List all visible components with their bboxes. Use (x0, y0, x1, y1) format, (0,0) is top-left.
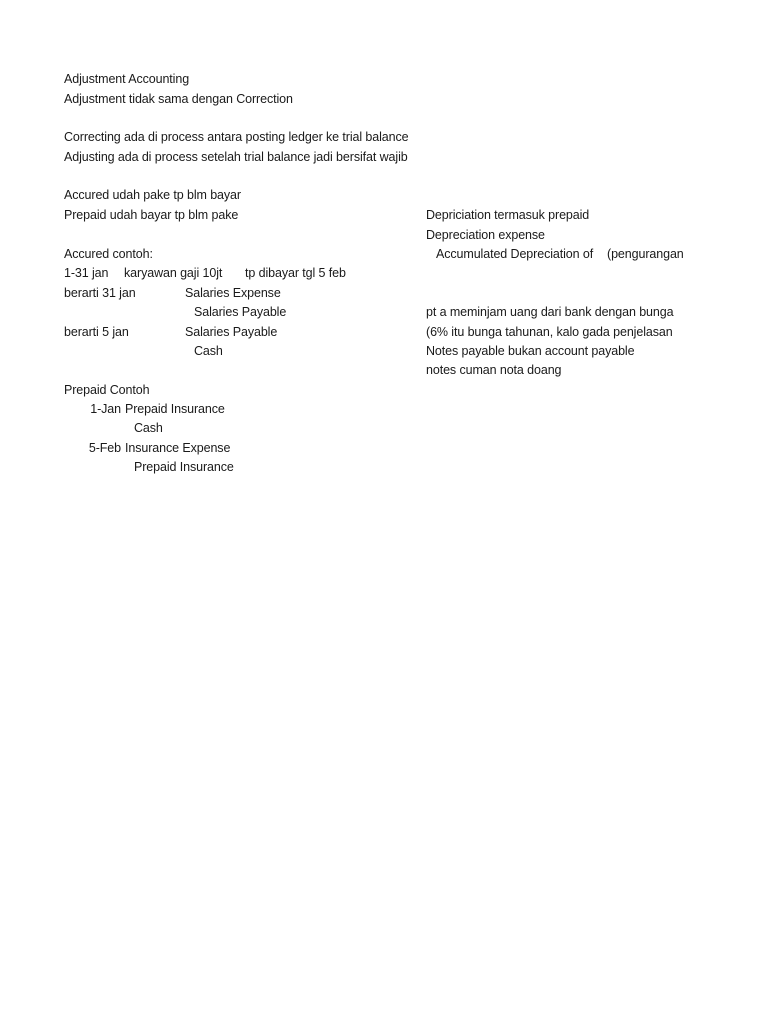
correcting-note: Correcting ada di process antara posting ledger ke trial balance (64, 130, 409, 144)
prepaid-example-heading: Prepaid Contoh (64, 383, 150, 397)
accured-row1-period: 1-31 jan (64, 266, 109, 280)
accured-row3-credit: Salaries Payable (194, 305, 287, 319)
prepaid-row3-debit: Insurance Expense (125, 441, 231, 455)
prepaid-row2-credit: Cash (134, 421, 163, 435)
notes-payable-note: Notes payable bukan account payable (426, 344, 635, 358)
prepaid-row1-date: 1-Jan (90, 402, 121, 416)
prepaid-row4-credit: Prepaid Insurance (134, 460, 234, 474)
accured-row2-date: berarti 31 jan (64, 286, 136, 300)
accured-row5-credit: Cash (194, 344, 223, 358)
prepaid-definition: Prepaid udah bayar tp blm pake (64, 208, 239, 222)
doc-subtitle: Adjustment tidak sama dengan Correction (64, 92, 293, 106)
depreciation-expense: Depreciation expense (426, 228, 545, 242)
accured-definition: Accured udah pake tp blm bayar (64, 188, 241, 202)
doc-title: Adjustment Accounting (64, 72, 190, 86)
accumulated-depreciation-note: (pengurangan (607, 247, 684, 261)
accured-row4-debit: Salaries Payable (185, 325, 278, 339)
accured-row2-debit: Salaries Expense (185, 286, 281, 300)
accured-row4-date: berarti 5 jan (64, 325, 129, 339)
right-column (426, 0, 684, 1024)
notes-definition: notes cuman nota doang (426, 363, 562, 377)
depreciation-note: Depriciation termasuk prepaid (426, 208, 590, 222)
adjusting-note: Adjusting ada di process setelah trial balance jadi bersifat wajib (64, 150, 408, 164)
prepaid-row3-date: 5-Feb (88, 441, 121, 455)
accured-example-heading: Accured contoh: (64, 247, 153, 261)
loan-example: pt a meminjam uang dari bank dengan bunga (426, 305, 674, 319)
accumulated-depreciation: Accumulated Depreciation of (436, 247, 594, 261)
accured-row1-desc: karyawan gaji 10jt (124, 266, 223, 280)
interest-note: (6% itu bunga tahunan, kalo gada penjelasan (426, 325, 673, 339)
accured-row1-payment: tp dibayar tgl 5 feb (245, 266, 346, 280)
prepaid-row1-debit: Prepaid Insurance (125, 402, 225, 416)
